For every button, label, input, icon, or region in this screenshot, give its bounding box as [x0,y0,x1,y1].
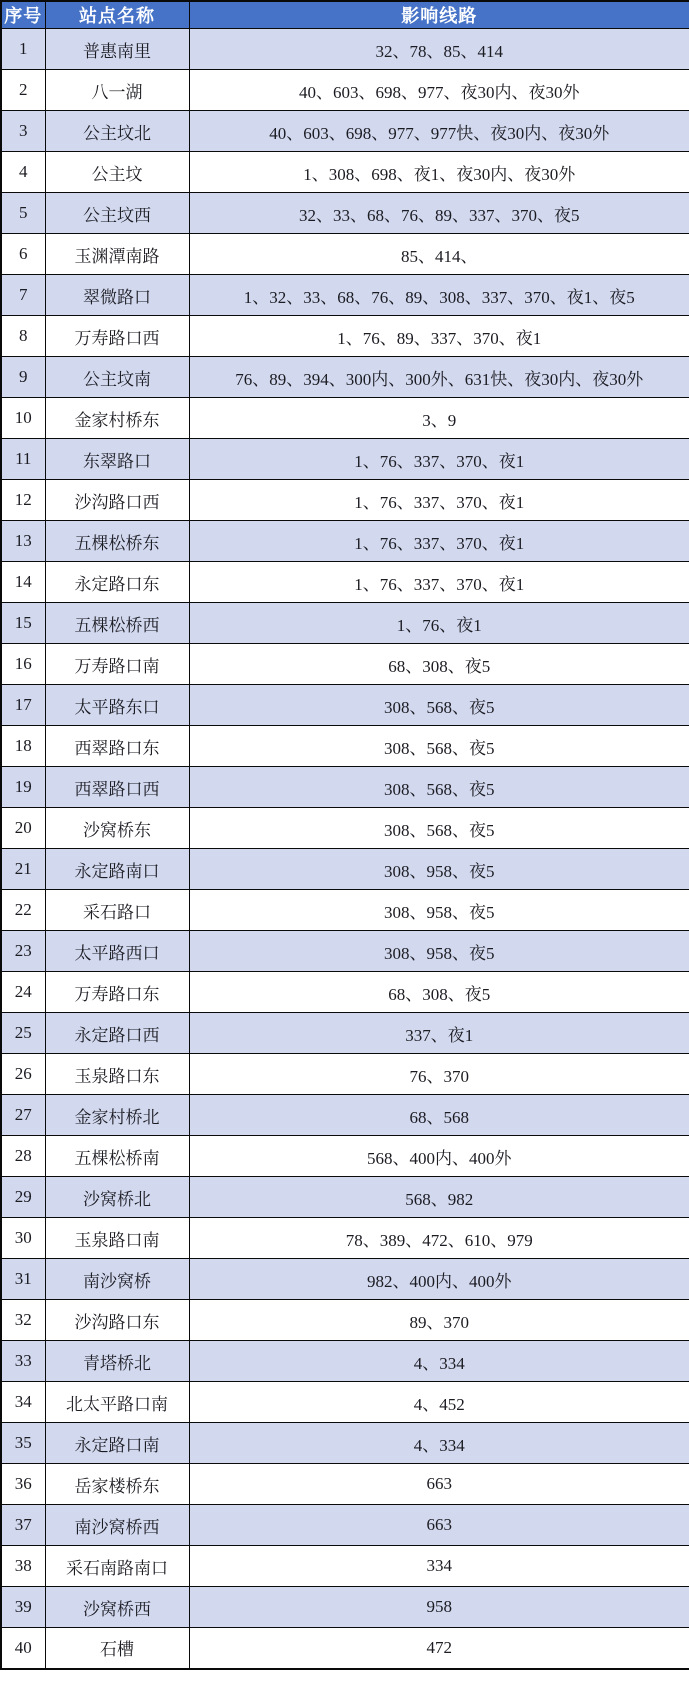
station-name-cell: 公主坟南 [45,357,189,398]
station-name-cell: 太平路东口 [45,685,189,726]
table-row [1,357,689,398]
station-name-cell: 万寿路口西 [45,316,189,357]
column-header-index: 序号 [1,1,45,29]
station-name-cell: 公主坟 [45,152,189,193]
affected-lines-cell: 308、958、夜5 [189,931,689,972]
affected-lines-cell: 334 [189,1546,689,1587]
affected-lines-cell: 4、334 [189,1423,689,1464]
affected-lines-cell: 1、76、337、370、夜1 [189,562,689,603]
row-index-cell: 17 [1,685,45,726]
station-name-cell: 东翠路口 [45,439,189,480]
row-index-cell: 14 [1,562,45,603]
row-index-cell: 15 [1,603,45,644]
station-name-cell: 北太平路口南 [45,1382,189,1423]
station-name-cell: 金家村桥东 [45,398,189,439]
affected-lines-cell: 308、568、夜5 [189,726,689,767]
affected-lines-cell: 68、568 [189,1095,689,1136]
station-name-cell: 岳家楼桥东 [45,1464,189,1505]
table-row [1,1259,689,1300]
affected-lines-cell: 1、308、698、夜1、夜30内、夜30外 [189,152,689,193]
affected-lines-cell: 4、334 [189,1341,689,1382]
row-index-cell: 36 [1,1464,45,1505]
column-header-lines: 影响线路 [189,1,689,29]
row-index-cell: 3 [1,111,45,152]
station-name-cell: 太平路西口 [45,931,189,972]
row-index-cell: 29 [1,1177,45,1218]
table-row [1,1300,689,1341]
station-name-cell: 永定路口南 [45,1423,189,1464]
table-row [1,644,689,685]
station-name-cell: 万寿路口东 [45,972,189,1013]
station-name-cell: 西翠路口西 [45,767,189,808]
table-row [1,849,689,890]
table-row [1,562,689,603]
affected-lines-cell: 89、370 [189,1300,689,1341]
table-row [1,439,689,480]
table-row [1,1423,689,1464]
table-row [1,767,689,808]
row-index-cell: 38 [1,1546,45,1587]
row-index-cell: 22 [1,890,45,931]
affected-lines-cell: 1、76、337、370、夜1 [189,480,689,521]
affected-lines-cell: 85、414、 [189,234,689,275]
table-header-row [1,1,689,29]
table-row [1,29,689,70]
affected-lines-cell: 68、308、夜5 [189,644,689,685]
affected-lines-cell: 1、76、89、337、370、夜1 [189,316,689,357]
affected-lines-cell: 3、9 [189,398,689,439]
table-row [1,234,689,275]
row-index-cell: 13 [1,521,45,562]
row-index-cell: 25 [1,1013,45,1054]
row-index-cell: 12 [1,480,45,521]
table-row [1,275,689,316]
station-name-cell: 玉渊潭南路 [45,234,189,275]
affected-lines-cell: 308、958、夜5 [189,890,689,931]
table-row [1,111,689,152]
row-index-cell: 31 [1,1259,45,1300]
row-index-cell: 19 [1,767,45,808]
affected-lines-cell: 568、400内、400外 [189,1136,689,1177]
affected-lines-cell: 308、568、夜5 [189,767,689,808]
row-index-cell: 26 [1,1054,45,1095]
row-index-cell: 20 [1,808,45,849]
station-name-cell: 翠微路口 [45,275,189,316]
table-row [1,1136,689,1177]
affected-lines-cell: 32、33、68、76、89、337、370、夜5 [189,193,689,234]
table-row [1,603,689,644]
column-header-station: 站点名称 [45,1,189,29]
station-name-cell: 五棵松桥南 [45,1136,189,1177]
row-index-cell: 23 [1,931,45,972]
station-name-cell: 永定路口东 [45,562,189,603]
station-name-cell: 玉泉路口南 [45,1218,189,1259]
station-name-cell: 沙沟路口东 [45,1300,189,1341]
affected-lines-cell: 663 [189,1505,689,1546]
table-row [1,685,689,726]
row-index-cell: 16 [1,644,45,685]
affected-lines-cell: 1、76、337、370、夜1 [189,521,689,562]
station-name-cell: 普惠南里 [45,29,189,70]
table-row [1,1382,689,1423]
affected-lines-cell: 76、89、394、300内、300外、631快、夜30内、夜30外 [189,357,689,398]
affected-lines-cell: 308、568、夜5 [189,685,689,726]
affected-lines-cell: 308、958、夜5 [189,849,689,890]
table-row [1,480,689,521]
table-row [1,890,689,931]
station-name-cell: 五棵松桥西 [45,603,189,644]
table-row [1,1054,689,1095]
table-body [1,29,689,1669]
table-row [1,1546,689,1587]
station-name-cell: 永定路口西 [45,1013,189,1054]
station-name-cell: 沙沟路口西 [45,480,189,521]
row-index-cell: 5 [1,193,45,234]
station-name-cell: 南沙窝桥西 [45,1505,189,1546]
affected-lines-cell: 68、308、夜5 [189,972,689,1013]
table-row [1,70,689,111]
table-row [1,1341,689,1382]
station-name-cell: 公主坟北 [45,111,189,152]
table-row [1,972,689,1013]
station-name-cell: 金家村桥北 [45,1095,189,1136]
row-index-cell: 33 [1,1341,45,1382]
table-row [1,1628,689,1669]
table-row [1,1177,689,1218]
row-index-cell: 24 [1,972,45,1013]
station-name-cell: 采石路口 [45,890,189,931]
station-name-cell: 沙窝桥东 [45,808,189,849]
affected-lines-cell: 32、78、85、414 [189,29,689,70]
table-row [1,1505,689,1546]
table-row [1,1587,689,1628]
row-index-cell: 37 [1,1505,45,1546]
row-index-cell: 27 [1,1095,45,1136]
row-index-cell: 4 [1,152,45,193]
station-name-cell: 沙窝桥北 [45,1177,189,1218]
station-name-cell: 玉泉路口东 [45,1054,189,1095]
table-row [1,316,689,357]
affected-lines-cell: 1、76、337、370、夜1 [189,439,689,480]
station-name-cell: 采石南路南口 [45,1546,189,1587]
affected-lines-cell: 1、76、夜1 [189,603,689,644]
affected-lines-cell: 663 [189,1464,689,1505]
table-row [1,931,689,972]
table-row [1,1013,689,1054]
affected-lines-cell: 308、568、夜5 [189,808,689,849]
affected-lines-cell: 958 [189,1587,689,1628]
row-index-cell: 8 [1,316,45,357]
table-row [1,808,689,849]
row-index-cell: 2 [1,70,45,111]
station-name-cell: 五棵松桥东 [45,521,189,562]
row-index-cell: 11 [1,439,45,480]
table-row [1,521,689,562]
station-name-cell: 西翠路口东 [45,726,189,767]
station-name-cell: 青塔桥北 [45,1341,189,1382]
row-index-cell: 1 [1,29,45,70]
station-name-cell: 公主坟西 [45,193,189,234]
row-index-cell: 6 [1,234,45,275]
table-row [1,726,689,767]
station-name-cell: 沙窝桥西 [45,1587,189,1628]
affected-lines-cell: 982、400内、400外 [189,1259,689,1300]
table-header [1,1,689,29]
row-index-cell: 9 [1,357,45,398]
table-row [1,1218,689,1259]
row-index-cell: 30 [1,1218,45,1259]
station-name-cell: 石槽 [45,1628,189,1669]
affected-lines-cell: 40、603、698、977、夜30内、夜30外 [189,70,689,111]
table-row [1,152,689,193]
table-row [1,1464,689,1505]
table-row [1,193,689,234]
table-row [1,1095,689,1136]
station-name-cell: 八一湖 [45,70,189,111]
row-index-cell: 10 [1,398,45,439]
affected-lines-cell: 76、370 [189,1054,689,1095]
station-name-cell: 永定路南口 [45,849,189,890]
table-row [1,398,689,439]
affected-lines-cell: 1、32、33、68、76、89、308、337、370、夜1、夜5 [189,275,689,316]
row-index-cell: 18 [1,726,45,767]
row-index-cell: 35 [1,1423,45,1464]
affected-lines-cell: 472 [189,1628,689,1669]
affected-lines-cell: 568、982 [189,1177,689,1218]
row-index-cell: 28 [1,1136,45,1177]
row-index-cell: 21 [1,849,45,890]
affected-lines-cell: 337、夜1 [189,1013,689,1054]
station-name-cell: 万寿路口南 [45,644,189,685]
affected-lines-cell: 4、452 [189,1382,689,1423]
row-index-cell: 32 [1,1300,45,1341]
row-index-cell: 7 [1,275,45,316]
affected-lines-cell: 40、603、698、977、977快、夜30内、夜30外 [189,111,689,152]
row-index-cell: 40 [1,1628,45,1669]
station-name-cell: 南沙窝桥 [45,1259,189,1300]
row-index-cell: 39 [1,1587,45,1628]
affected-lines-cell: 78、389、472、610、979 [189,1218,689,1259]
row-index-cell: 34 [1,1382,45,1423]
